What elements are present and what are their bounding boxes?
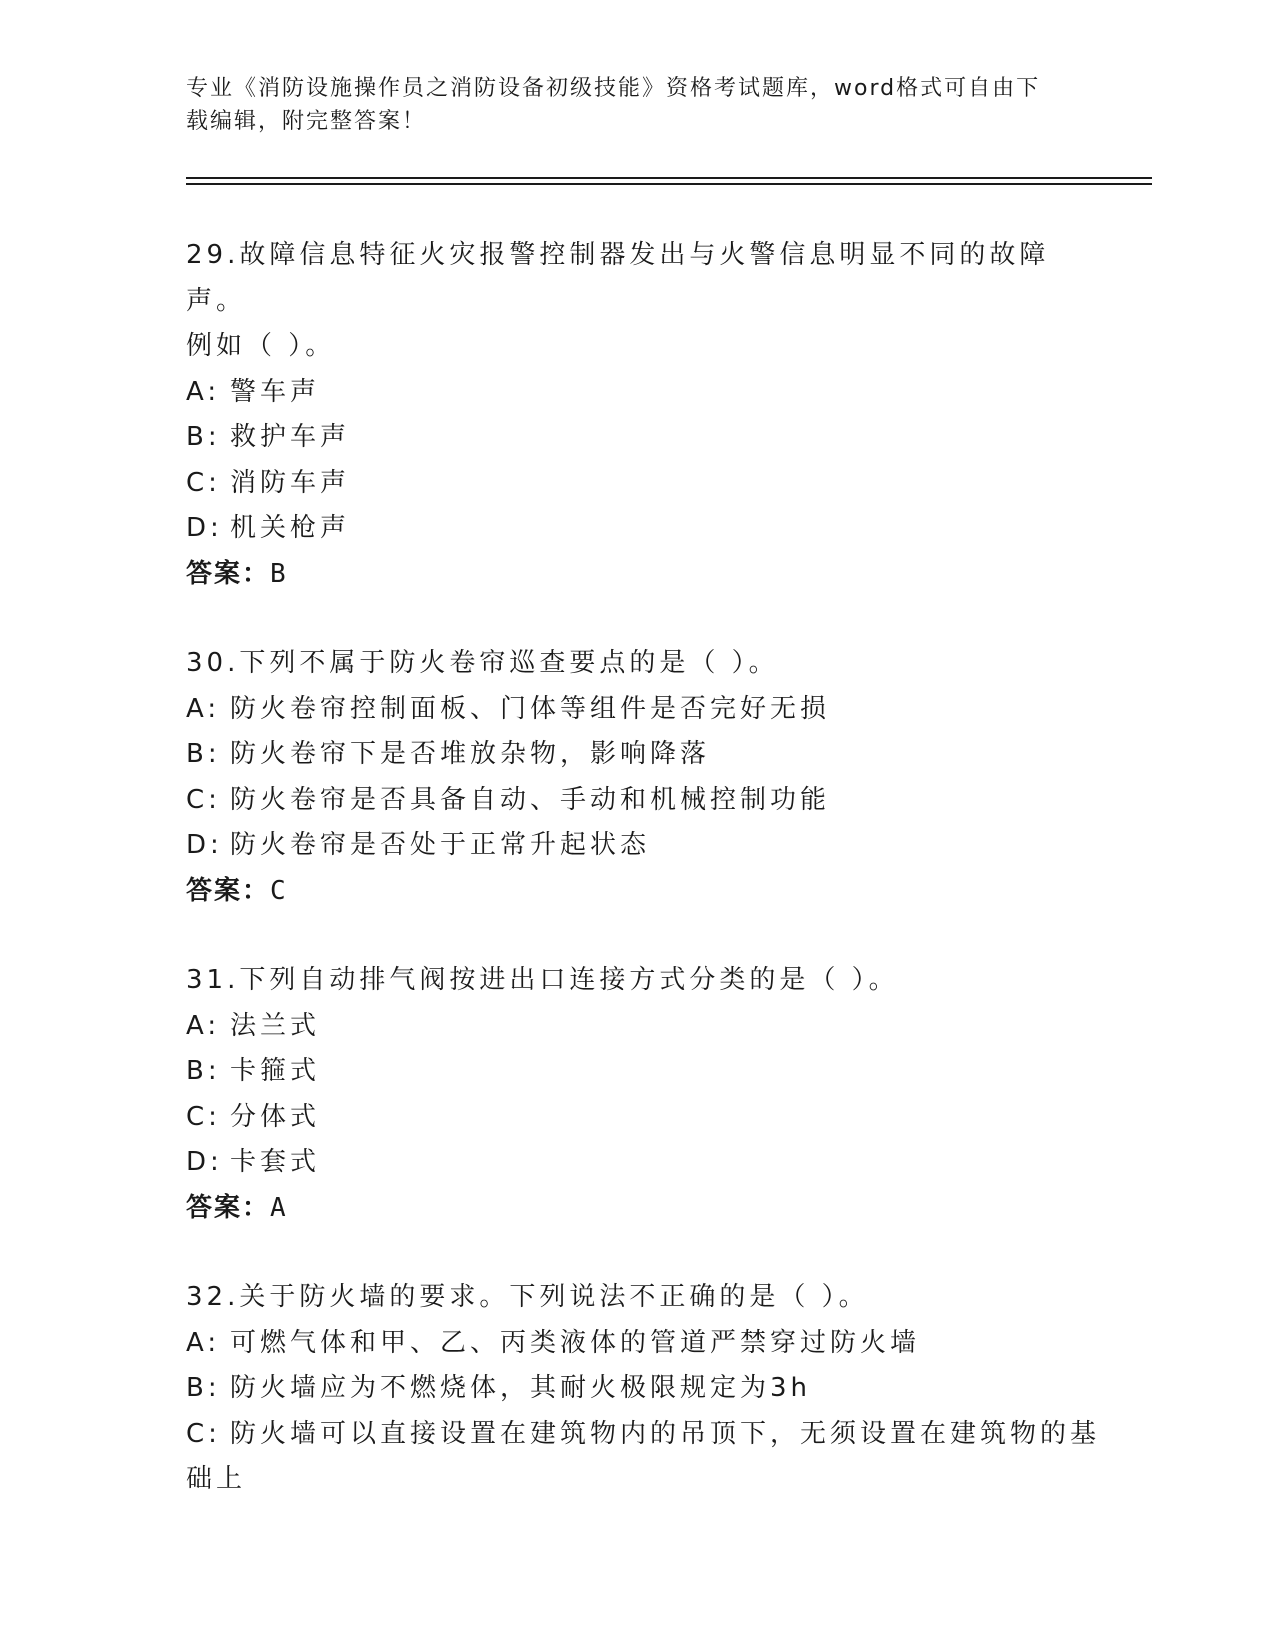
answer-line	[186, 552, 1086, 598]
option-b	[186, 415, 1086, 461]
option-text: 分体式	[230, 1101, 321, 1132]
option-d	[186, 1140, 1086, 1186]
option-text: 法兰式	[230, 1010, 321, 1041]
option-b	[186, 1366, 1086, 1412]
option-text: 防火卷帘下是否堆放杂物，影响降落	[230, 739, 711, 769]
header-line-2: 载编辑，附完整答案！	[186, 109, 427, 134]
question-30	[186, 641, 1086, 914]
option-text: 卡箍式	[230, 1056, 321, 1086]
header-rule-top	[186, 177, 1152, 179]
option-a	[186, 687, 1086, 733]
option-text: 防火卷帘控制面板、门体等组件是否完好无损	[230, 693, 831, 724]
option-key: D:	[186, 830, 223, 860]
answer-value: A	[270, 1192, 288, 1223]
option-key: B:	[186, 1056, 221, 1086]
option-b	[186, 1049, 1086, 1095]
question-31	[186, 958, 1086, 1231]
option-text: 消防车声	[230, 467, 351, 498]
answer-label: 答案：	[186, 875, 271, 906]
option-d	[186, 823, 1086, 869]
option-key: B:	[186, 739, 221, 769]
option-a	[186, 370, 1086, 416]
option-text: 卡套式	[230, 1147, 321, 1177]
option-key: A:	[186, 1327, 221, 1358]
option-key: D:	[186, 513, 223, 543]
option-key: B:	[186, 422, 221, 452]
option-text: 防火卷帘是否处于正常升起状态	[230, 830, 651, 860]
answer-line	[186, 1186, 1086, 1232]
option-a	[186, 1004, 1086, 1050]
question-32	[186, 1275, 1101, 1503]
option-text: 救护车声	[230, 422, 351, 452]
header-rule-bottom	[186, 183, 1152, 185]
question-stem: 32.关于防火墙的要求。下列说法不正确的是（ ）。	[186, 1282, 869, 1312]
option-key: D:	[186, 1147, 223, 1177]
option-c	[186, 1095, 1086, 1141]
question-stem: 30.下列不属于防火卷帘巡查要点的是（ ）。	[186, 648, 779, 678]
option-key: C:	[186, 1101, 221, 1132]
option-key: C:	[186, 1418, 221, 1449]
option-c-continued: 础上	[186, 1464, 247, 1494]
option-key: A:	[186, 376, 221, 407]
option-text: 警车声	[230, 376, 321, 407]
question-stem-continued: 例如（ ）。	[186, 331, 336, 361]
option-key: B:	[186, 1373, 221, 1403]
option-key: A:	[186, 1010, 221, 1041]
answer-label: 答案：	[186, 558, 271, 589]
answer-label: 答案：	[186, 1192, 271, 1223]
option-text: 可燃气体和甲、乙、丙类液体的管道严禁穿过防火墙	[230, 1327, 921, 1358]
document-header	[186, 72, 1066, 138]
question-stem: 31.下列自动排气阀按进出口连接方式分类的是（ ）。	[186, 965, 899, 995]
answer-line	[186, 869, 1086, 915]
answer-value: C	[270, 875, 288, 906]
option-d	[186, 506, 1086, 552]
question-29	[186, 233, 1086, 597]
question-stem: 29.故障信息特征火灾报警控制器发出与火警信息明显不同的故障声。	[186, 240, 1050, 316]
option-text: 防火卷帘是否具备自动、手动和机械控制功能	[230, 784, 831, 815]
option-text: 防火墙可以直接设置在建筑物内的吊顶下，无须设置在建筑物的基	[230, 1418, 1101, 1449]
header-line-1: 专业《消防设施操作员之消防设备初级技能》资格考试题库，word格式可自由下	[186, 76, 1041, 101]
option-text: 防火墙应为不燃烧体，其耐火极限规定为3h	[230, 1373, 812, 1403]
answer-value: B	[270, 558, 288, 589]
option-c	[186, 778, 1086, 824]
option-key: C:	[186, 784, 221, 815]
option-c	[186, 1412, 1101, 1458]
option-a	[186, 1321, 1086, 1367]
option-text: 机关枪声	[230, 513, 351, 543]
option-c	[186, 461, 1086, 507]
question-list	[186, 233, 1101, 1547]
option-key: A:	[186, 693, 221, 724]
option-key: C:	[186, 467, 221, 498]
option-b	[186, 732, 1086, 778]
